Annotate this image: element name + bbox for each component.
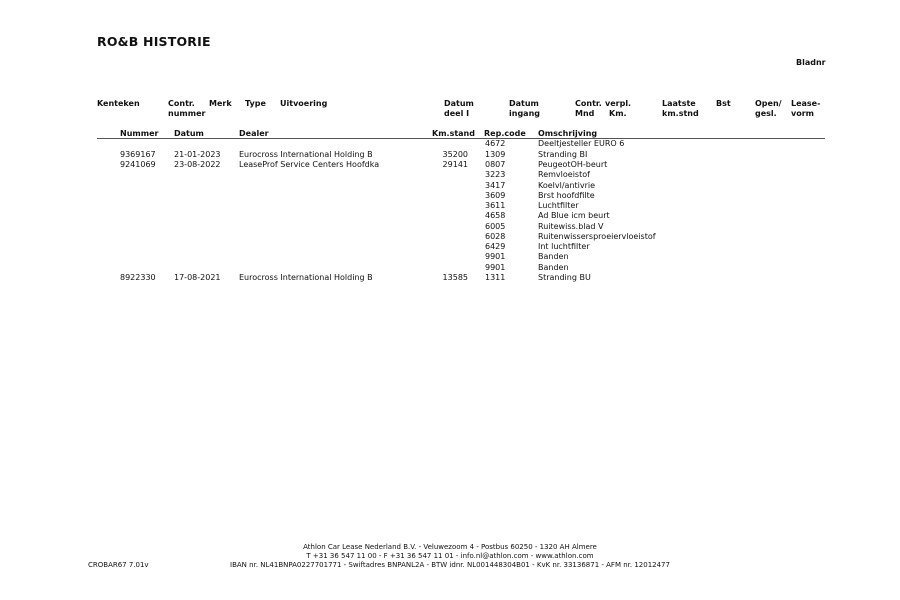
cell-omschrijving: Ruitewiss.blad V [538,222,604,231]
subheader-km-stand: Km.stand [432,129,475,138]
page-title: RO&B HISTORIE [97,34,211,49]
header-datum-deel1-line1: Datum [444,99,474,108]
cell-rep-code: 0807 [485,160,506,169]
header-open-gesl-line1: Open/ [755,99,782,108]
header-kenteken: Kenteken [97,99,140,108]
cell-omschrijving: Stranding BU [538,273,591,282]
cell-datum: 23-08-2022 [174,160,221,169]
subheader-datum: Datum [174,129,204,138]
cell-km-stand: 13585 [442,273,468,282]
header-contr-mnd-line2: Mnd [575,109,595,118]
header-contr-mnd-line1: Contr. [575,99,602,108]
form-code: CROBAR67 7.01v [88,561,149,569]
cell-omschrijving: Deeltjesteller EURO 6 [538,139,625,148]
subheader-nummer: Nummer [120,129,159,138]
header-verpl-km [605,99,631,119]
cell-rep-code: 1311 [485,273,506,282]
page-number-label: Bladnr [796,58,826,67]
footer-contact-line: T +31 36 547 11 00 - F +31 36 547 11 01 - info.nl@athlon.com - www.athlon.com [306,552,594,560]
cell-omschrijving: Int luchtfilter [538,242,590,251]
header-datum-deel1 [444,99,474,119]
cell-rep-code: 4658 [485,211,506,220]
header-lease-vorm-line2: vorm [791,109,814,118]
header-bst: Bst [716,99,731,108]
header-contr-nummer [168,99,205,119]
footer-registration-line: IBAN nr. NL41BNPA0227701771 - Swiftadres BNPANL2A - BTW idnr. NL001448304B01 - KvK nr. 33136871 - AFM nr. 12012477 [230,561,670,569]
header-uitvoering: Uitvoering [280,99,328,108]
cell-dealer: Eurocross International Holding B [239,273,373,282]
cell-omschrijving: PeugeotOH-beurt [538,160,608,169]
cell-datum: 21-01-2023 [174,150,221,159]
cell-omschrijving: Stranding BI [538,150,588,159]
cell-omschrijving: Brst hoofdfilte [538,191,595,200]
cell-nummer: 9369167 [120,150,156,159]
cell-rep-code: 3417 [485,181,506,190]
header-contr-nummer-line1: Contr. [168,99,195,108]
cell-dealer: LeaseProf Service Centers Hoofdka [239,160,380,169]
cell-rep-code: 3611 [485,201,506,210]
cell-km-stand: 35200 [442,150,468,159]
cell-rep-code: 6429 [485,242,506,251]
header-lease-vorm [791,99,820,119]
header-open-gesl [755,99,782,119]
cell-dealer: Eurocross International Holding B [239,150,373,159]
header-laatste-km [662,99,699,119]
cell-omschrijving: Ruitenwissersproeiervloeistof [538,232,656,241]
cell-datum: 17-08-2021 [174,273,221,282]
subheader-dealer: Dealer [239,129,269,138]
header-lease-vorm-line1: Lease- [791,99,821,108]
cell-omschrijving: Banden [538,252,569,261]
header-open-gesl-line2: gesl. [755,109,777,118]
cell-rep-code: 6028 [485,232,506,241]
header-datum-ingang-line2: ingang [509,109,540,118]
header-merk: Merk [209,99,232,108]
cell-rep-code: 4672 [485,139,506,148]
cell-km-stand: 29141 [442,160,468,169]
header-datum-deel1-line2: deel I [444,109,470,118]
header-divider [97,138,825,139]
cell-rep-code: 3223 [485,170,506,179]
footer-address-line: Athlon Car Lease Nederland B.V. - Veluwezoom 4 - Postbus 60250 - 1320 AH Almere [303,543,597,551]
header-contr-nummer-line2: nummer [168,109,206,118]
cell-rep-code: 9901 [485,252,506,261]
cell-nummer: 8922330 [120,273,156,282]
header-verpl-km-line2: Km. [609,109,627,118]
cell-rep-code: 3609 [485,191,506,200]
cell-rep-code: 9901 [485,263,506,272]
cell-omschrijving: Luchtfilter [538,201,579,210]
cell-rep-code: 6005 [485,222,506,231]
header-datum-ingang-line1: Datum [509,99,539,108]
header-verpl-km-line1: verpl. [605,99,632,108]
cell-omschrijving: Banden [538,263,569,272]
header-laatste-line2: km.stnd [662,109,699,118]
cell-nummer: 9241069 [120,160,156,169]
cell-omschrijving: Koelvl/antivrie [538,181,596,190]
subheader-omschrijving: Omschrijving [538,129,598,138]
subheader-rep-code: Rep.code [484,129,526,138]
header-datum-ingang [509,99,540,119]
cell-omschrijving: Ad Blue icm beurt [538,211,610,220]
header-contr-mnd [575,99,602,119]
header-laatste-line1: Laatste [662,99,696,108]
header-type: Type [245,99,266,108]
cell-rep-code: 1309 [485,150,506,159]
cell-omschrijving: Remvloeistof [538,170,590,179]
